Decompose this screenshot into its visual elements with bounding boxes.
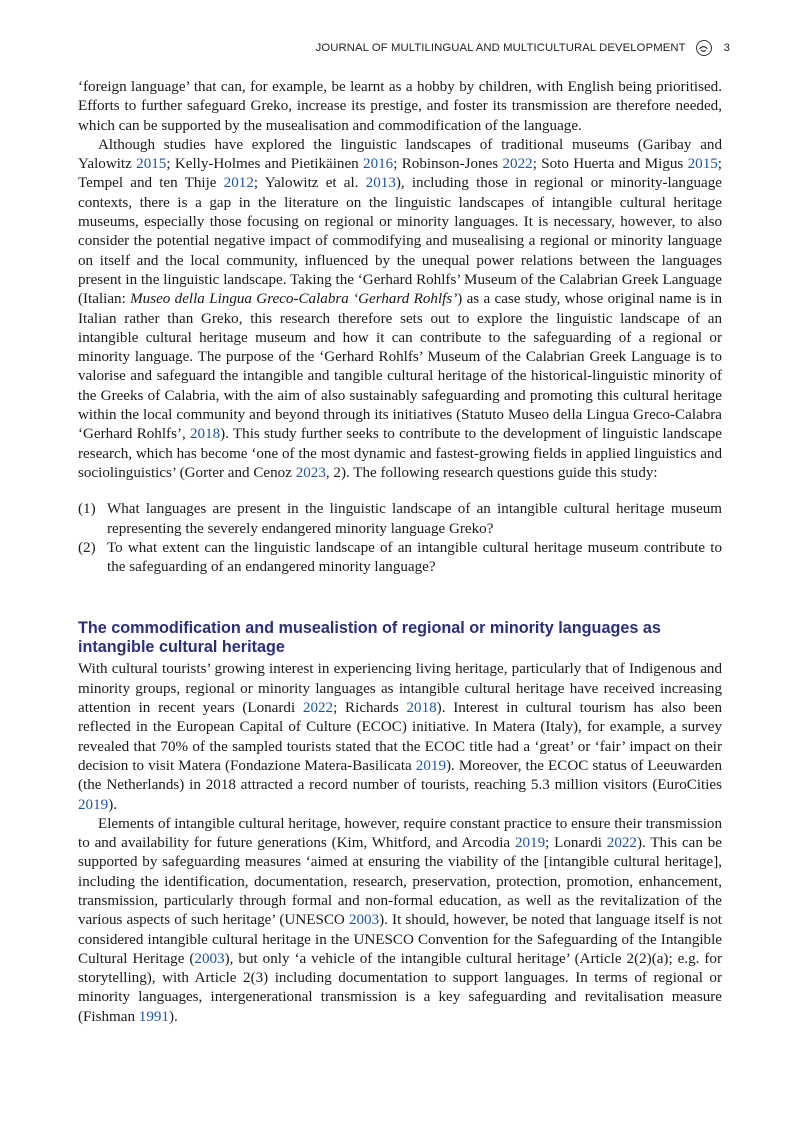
citation-link[interactable]: 2023 — [295, 464, 326, 481]
list-number: (2) — [78, 539, 96, 556]
research-questions — [78, 500, 722, 577]
list-number: (1) — [78, 501, 96, 518]
list-item — [78, 500, 722, 539]
article-body — [78, 78, 722, 1027]
citation-link[interactable]: 2018 — [406, 700, 437, 717]
citation-link[interactable]: 2019 — [415, 757, 446, 774]
citation-link[interactable]: 2015 — [687, 156, 718, 173]
citation-link[interactable]: 2012 — [223, 175, 254, 192]
citation-link[interactable]: 2003 — [348, 912, 380, 929]
paragraph: With cultural tourists’ growing interest in experiencing living heritage, particularly that of Indigenous and minority groups, regional or minority languages as intangible cultural heritage have received increasing attention in recent years (Lonardi 2022; Richards 2018). Interest in cultural tourism has also been reflected in the European Capital of Culture (ECOC) initiative. In Matera (Italy), for example, a survey revealed that 70% of the sampled tourists stated that the ECOC title had a ‘great’ or ‘fair’ impact on their decision to visit Matera (Fondazione Matera-Basilicata 2019). Moreover, the ECOC status of Leeuwarden (the Netherlands) in 2018 attracted a record number of tourists, reaching 5.3 million visitors (EuroCities 2019). — [78, 661, 722, 813]
citation-link[interactable]: 2022 — [502, 156, 533, 173]
citation-link[interactable]: 2019 — [78, 796, 109, 813]
citation-link[interactable]: 2022 — [606, 835, 637, 852]
citation-link[interactable]: 2015 — [136, 156, 167, 173]
running-head — [316, 40, 730, 56]
citation-link[interactable]: 2003 — [194, 950, 225, 967]
paragraph: Although studies have explored the linguistic landscapes of traditional museums (Garibay and Yalowitz 2015; Kelly-Holmes and Pietikäinen 2016; Robinson-Jones 2022; Soto Huerta and Migus 2015; Tempel and ten Thije 2012; Yalowitz et al. 2013), including those in regional or minority-language contexts, there is a gap in the literature on the linguistic landscapes of intangible cultural heritage museums, especially those focusing on regional or minority languages. It is necessary, however, to also consider the potential negative impact of commodifying and musealising a regional or minority language on itself and the local community, influenced by the unequal power relations between the languages present in the linguistic landscape. Taking the ‘Gerhard Rohlfs’ Museum of the Calabrian Greek Language (Italian: Museo della Lingua Greco-Calabra ‘Gerhard Rohlfs’) as a case study, whose original name is in Italian rather than Greko, this research therefore sets out to explore the linguistic landscape of an intangible cultural heritage museum and how it can contribute to the safeguarding of a regional or minority language. The purpose of the ‘Gerhard Rohlfs’ Museum of the Calabrian Greek Language is to valorise and safeguard the intangible and tangible cultural heritage of the historical-linguistic minority of the Greeks of Calabria, with the aim of also sustainably safeguarding and promoting this cultural heritage within the local community and beyond through its initiatives (Statuto Museo della Lingua Greco-Calabra ‘Gerhard Rohlfs’, 2018). This study further seeks to contribute to the development of linguistic landscape research, which has become ‘one of the most dynamic and fastest-growing fields in applied linguistics and sociolinguistics’ (Gorter and Cenoz 2023, 2). The following research questions guide this study: — [78, 136, 722, 481]
paragraph: Elements of intangible cultural heritage, however, require constant practice to ensure their transmission to and availability for future generations (Kim, Whitford, and Arcodia 2019; Lonardi 2022). This can be supported by safeguarding measures ‘aimed at ensuring the viability of the [intangible cultural heritage], including the identification, documentation, research, preservation, protection, promotion, enhancement, transmission, particularly through formal and non-formal education, as well as the revitalization of the various aspects of such heritage’ (UNESCO 2003). It should, however, be noted that language itself is not considered intangible cultural heritage in the UNESCO Convention for the Safeguarding of the Intangible Cultural Heritage (2003), but only ‘a vehicle of the intangible cultural heritage’ (Article 2(2)(a); e.g. for storytelling), with Article 2(3) including documentation to support languages. In terms of regional or minority languages, intergenerational transmission is a key safeguarding and revitalisation measure (Fishman 1991). — [78, 815, 723, 1025]
citation-link[interactable]: 2018 — [189, 426, 221, 443]
citation-link[interactable]: 2013 — [365, 175, 396, 192]
journal-title: JOURNAL OF MULTILINGUAL AND MULTICULTURAL DEVELOPMENT — [315, 42, 686, 54]
citation-link[interactable]: 2019 — [514, 835, 546, 852]
section-heading: The commodification and musealistion of regional or minority languages as intangible cultural heritage — [78, 619, 661, 657]
citation-link[interactable]: 2016 — [363, 156, 394, 173]
list-item — [78, 539, 722, 578]
list-item-text: To what extent can the linguistic landscape of an intangible cultural heritage museum contribute to the safeguarding of an endangered minority language? — [107, 539, 722, 576]
publisher-logo-icon — [696, 40, 712, 56]
italic-museum-name: Museo della Lingua Greco-Calabra ‘Gerhard Rohlfs’ — [130, 291, 458, 308]
citation-link[interactable]: 1991 — [138, 1008, 169, 1025]
paragraph: ‘foreign language’ that can, for example, be learnt as a hobby by children, with English being prioritised. Efforts to further safeguard Greko, increase its prestige, and foster its transmission are therefore needed, which can be supported by the musealisation and commodification of the language. — [78, 79, 722, 134]
list-item-text: What languages are present in the linguistic landscape of an intangible cultural heritage museum representing the severely endangered minority language Greko? — [107, 501, 722, 537]
citation-link[interactable]: 2022 — [302, 700, 334, 717]
page-number: 3 — [723, 42, 730, 54]
